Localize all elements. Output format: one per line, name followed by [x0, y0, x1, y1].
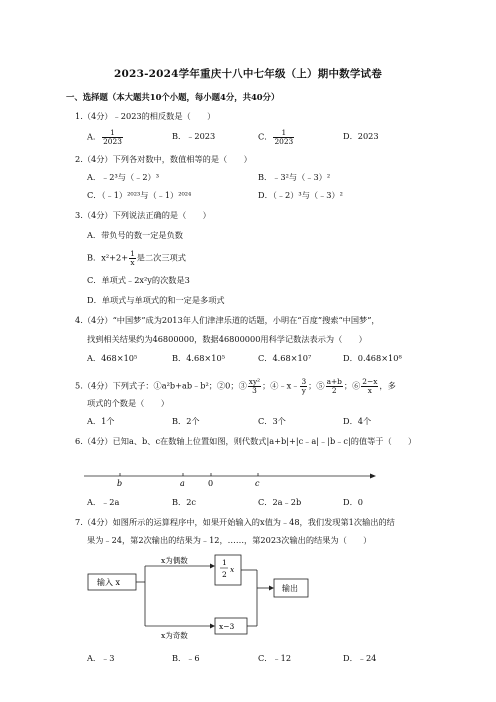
q1-option-b: B．﹣2023 [172, 131, 216, 141]
q5-fraction-4 [300, 378, 307, 395]
q5-f3-den: 3 [252, 386, 257, 395]
q2-option-d: D．（﹣2）³与（﹣3）² [258, 190, 343, 200]
q5-stem-cont: 项式的个数是（ ） [87, 398, 169, 408]
q5-mid6: ；⑥ [343, 380, 361, 391]
section-heading: 一、选择题（本大题共10个小题，每小题4分，共40分） [66, 92, 280, 102]
flowchart-figure [85, 552, 315, 644]
q5-f5-num: a+b [326, 377, 342, 386]
q5-f6-den: x [367, 386, 372, 395]
q3-option-a: A．带负号的数一定是负数 [87, 230, 183, 240]
half-num: 1 [222, 558, 227, 567]
q5-f6-num: 2−x [362, 377, 378, 386]
q5-f5-den: 2 [331, 386, 337, 395]
q4-option-b: B．4.68×10⁵ [172, 353, 225, 363]
q2-option-c: C．（﹣1）²⁰²³与（﹣1）²⁰²⁴ [87, 190, 192, 200]
q7-stem-cont: 果为﹣24，第2次输出的结果为﹣12，……，第2023次输出的结果为（ ） [87, 535, 372, 545]
q2-option-b: B．﹣3²与（﹣3）² [258, 172, 331, 182]
q5-f4-den: y [301, 386, 306, 395]
q2-stem: 2.（4分）下列各对数中，数值相等的是（ ） [75, 154, 252, 164]
q3-option-b [87, 250, 186, 267]
q5-fraction-5 [326, 378, 343, 395]
even-label: x为偶数 [161, 556, 188, 565]
output-label: 输出 [282, 584, 298, 593]
q5-stem [75, 378, 396, 395]
half-box [215, 555, 241, 585]
q1-c-num: 1 [273, 129, 294, 138]
q1-c-den: 2023 [274, 137, 294, 146]
number-line-arrow [370, 474, 376, 479]
q2-option-a: A．﹣2³与（﹣2）³ [87, 172, 160, 182]
q5-option-a: A．1个 [87, 416, 115, 426]
q1-a-fraction [102, 129, 123, 146]
q7-option-b: B．﹣6 [172, 653, 200, 663]
q3-b-expr: x²+2+ [101, 252, 129, 263]
q3-b-num: 1 [130, 249, 135, 258]
q1-option-a [87, 129, 124, 146]
q3-b-fraction [129, 250, 136, 267]
minus3-label: x−3 [219, 622, 235, 631]
q6-option-c: C．2a﹣2b [258, 497, 302, 507]
input-label: 输入 x [97, 578, 121, 587]
q6-stem: 6.（4分）已知a、b、c在数轴上位置如图，则代数式|a+b|+|c﹣a|﹣|b﹣c|的值等于（ ） [75, 436, 417, 446]
q5-option-b: B．2个 [172, 416, 200, 426]
q7-option-d: D．﹣24 [343, 653, 377, 663]
q5-mid5: ；⑤ [308, 380, 325, 391]
q5-option-c: C．3个 [258, 416, 286, 426]
q1-c-fraction [273, 129, 294, 146]
q1-a-prefix: A． [87, 131, 102, 142]
q4-option-c: C．4.68×10⁷ [258, 353, 312, 363]
q3-b-prefix: B． [87, 252, 102, 263]
even-arrow [210, 564, 215, 569]
q5-mid4: ；④﹣x﹣ [262, 380, 300, 391]
label-c: c [255, 479, 260, 488]
label-b: b [117, 479, 123, 488]
q5-f4-num: 3 [301, 377, 307, 386]
q1-stem: 1.（4分）﹣2023的相反数是（ ） [75, 111, 216, 121]
q7-option-a: A．﹣3 [87, 653, 115, 663]
q3-option-d: D．单项式与单项式的和一定是多项式 [87, 295, 225, 305]
q1-a-num: 1 [102, 129, 123, 138]
half-x: x [230, 565, 235, 574]
label-a: a [180, 479, 185, 488]
q6-option-b: B．2c [172, 497, 196, 507]
q3-b-den: x [130, 258, 135, 267]
half-den: 2 [222, 570, 227, 579]
label-zero: 0 [208, 479, 214, 488]
q1-option-c [258, 129, 295, 146]
q1-a-den: 2023 [103, 137, 122, 146]
q3-option-c: C．单项式﹣2x²y的次数是3 [87, 275, 190, 285]
exam-title: 2023-2024学年重庆十八中七年级（上）期中数学试卷 [114, 68, 382, 80]
q5-f3-num: xy² [248, 377, 261, 386]
q7-stem: 7.（4分）如图所示的运算程序中，如果开始输入的x值为﹣48，我们发现第1次输出的结 [75, 517, 395, 527]
q1-option-d: D．2023 [343, 131, 379, 141]
q1-c-prefix: C． [258, 131, 273, 142]
q5-tail: ，多 [379, 380, 396, 391]
odd-label: x为奇数 [161, 631, 188, 640]
q4-option-d: D．0.468×10⁸ [343, 353, 402, 363]
output-arrow [269, 586, 274, 591]
q4-stem: 4.（4分）“中国梦”成为2013年人们津津乐道的话题，小明在“百度”搜索“中国梦”， [75, 315, 380, 325]
q5-stem-prefix: 5.（4分）下列式子：①a²b+ab﹣b²；②0；③ [75, 380, 247, 391]
q5-fraction-6 [361, 378, 378, 395]
q3-stem: 3.（4分）下列说法正确的是（ ） [75, 210, 211, 220]
q6-option-d: D．0 [343, 497, 363, 507]
q5-fraction-3 [248, 378, 261, 395]
odd-arrow [210, 624, 215, 629]
q4-option-a: A．468×10⁵ [87, 353, 138, 363]
q3-b-suffix: 是二次三项式 [136, 252, 186, 263]
q7-option-c: C．﹣12 [258, 653, 292, 663]
number-line-figure [80, 452, 380, 488]
q4-stem-cont: 找到相关结果约为46800000，数据46800000用科学记数法表示为（ ） [87, 334, 367, 344]
q6-option-a: A．﹣2a [87, 497, 120, 507]
q5-option-d: D．4个 [343, 416, 372, 426]
